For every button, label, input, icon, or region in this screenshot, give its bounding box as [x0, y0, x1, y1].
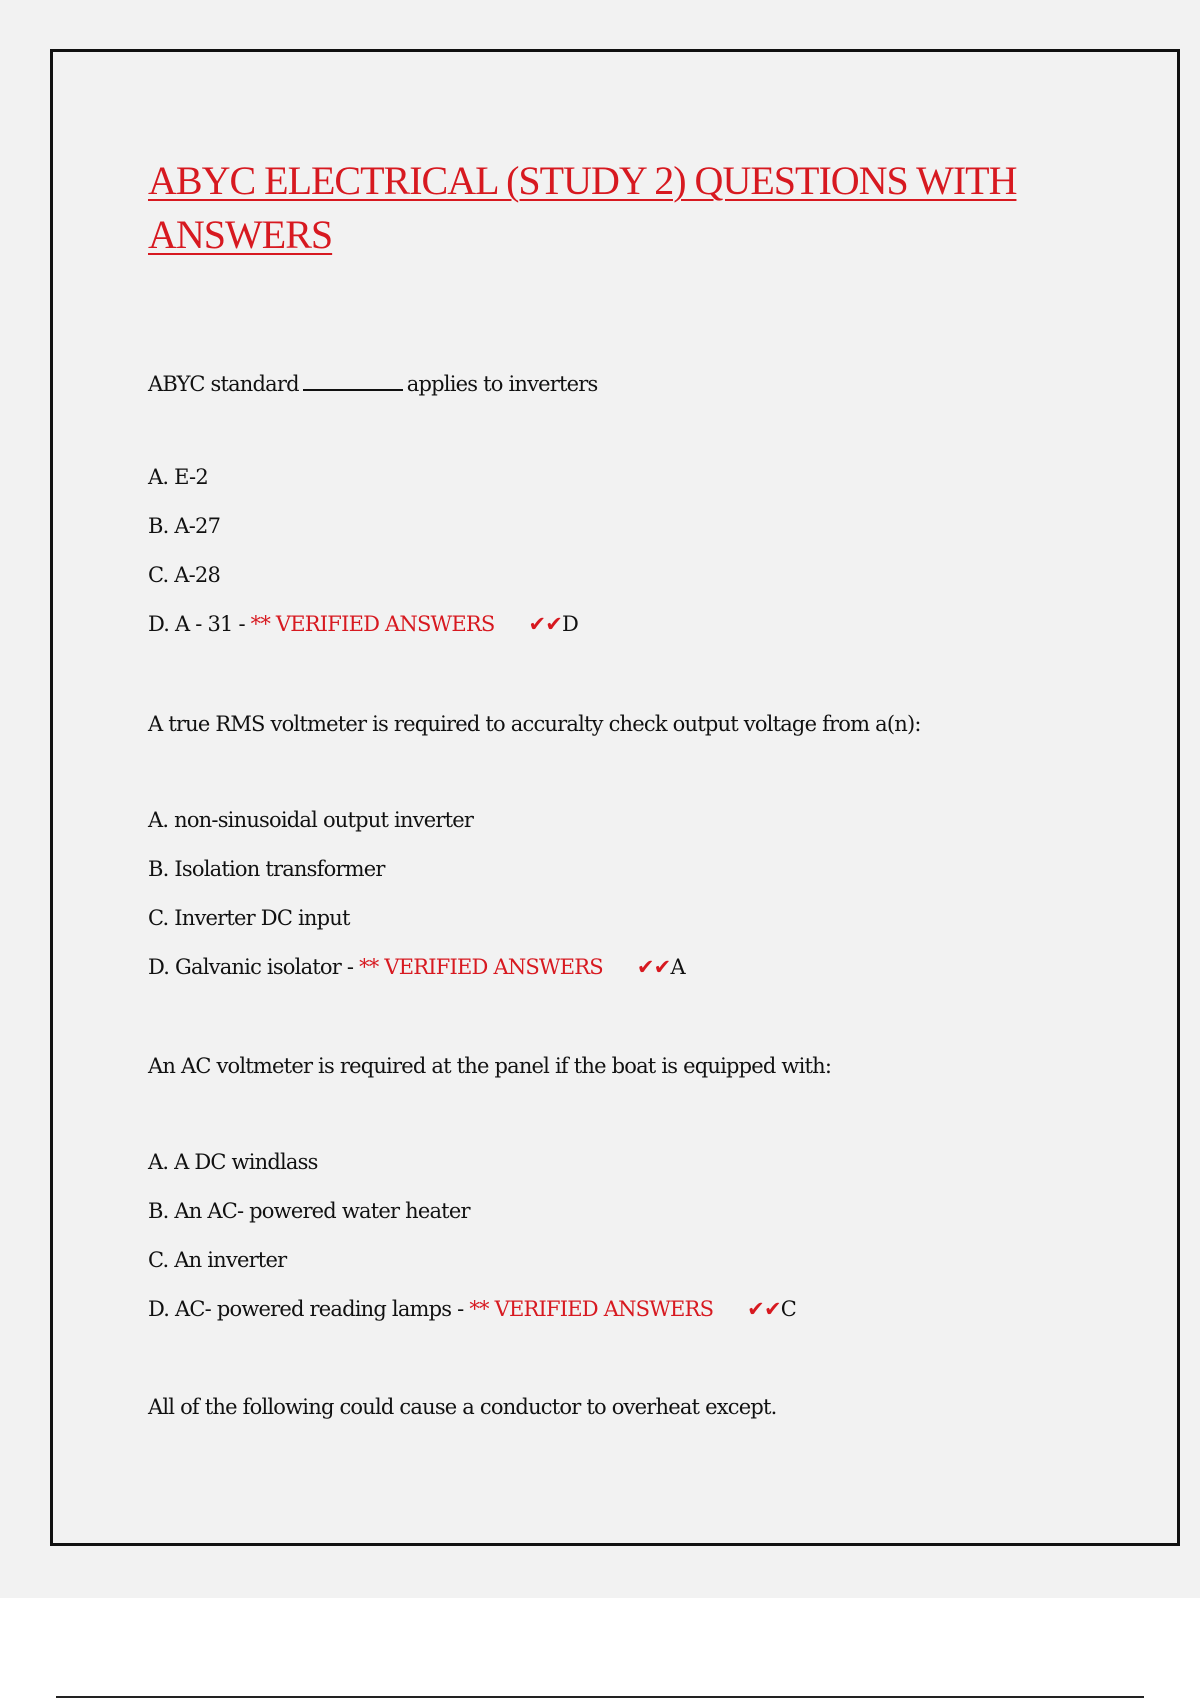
document-title: ABYC ELECTRICAL (STUDY 2) QUESTIONS WITH ANSWERS — [148, 158, 1017, 257]
option-d — [148, 1297, 796, 1321]
option-d-label: D. AC- powered reading lamps - — [148, 1297, 470, 1321]
document-page-frame — [50, 49, 1180, 1546]
question-text-before: ABYC standard — [148, 372, 299, 396]
check-marks-icon: ✔✔ — [747, 1297, 781, 1321]
option-a: A. A DC windlass — [148, 1150, 318, 1174]
option-b: B. An AC- powered water heater — [148, 1199, 470, 1223]
question-text-after: applies to inverters — [406, 372, 598, 396]
question-text: An AC voltmeter is required at the panel if the boat is equipped with: — [148, 1054, 832, 1078]
next-page-edge — [0, 1598, 1200, 1700]
option-c: C. Inverter DC input — [148, 906, 350, 930]
question-text: All of the following could cause a conductor to overheat except. — [148, 1395, 777, 1419]
question-text: A true RMS voltmeter is required to accuralty check output voltage from a(n): — [148, 712, 921, 736]
option-b: B. A-27 — [148, 514, 221, 538]
correct-answer: D — [562, 612, 579, 636]
option-d — [148, 612, 578, 636]
verified-answers-label: ** VERIFIED ANSWERS — [359, 955, 603, 979]
option-d-label: D. A - 31 - — [148, 612, 251, 636]
question-text — [148, 372, 598, 396]
option-a: A. non-sinusoidal output inverter — [148, 808, 474, 832]
fill-in-blank — [303, 389, 403, 391]
verified-answers-label: ** VERIFIED ANSWERS — [250, 612, 495, 636]
option-c: C. An inverter — [148, 1248, 287, 1272]
option-b: B. Isolation transformer — [148, 857, 385, 881]
correct-answer: C — [780, 1297, 797, 1321]
check-marks-icon: ✔✔ — [528, 612, 563, 636]
verified-answers-label: ** VERIFIED ANSWERS — [469, 1297, 714, 1321]
option-a: A. E-2 — [148, 465, 208, 489]
option-d — [148, 955, 685, 979]
option-c: C. A-28 — [148, 563, 221, 587]
check-marks-icon: ✔✔ — [636, 955, 671, 979]
option-d-label: D. Galvanic isolator - — [148, 955, 360, 979]
correct-answer: A — [670, 955, 685, 979]
page-divider — [56, 1696, 1144, 1698]
